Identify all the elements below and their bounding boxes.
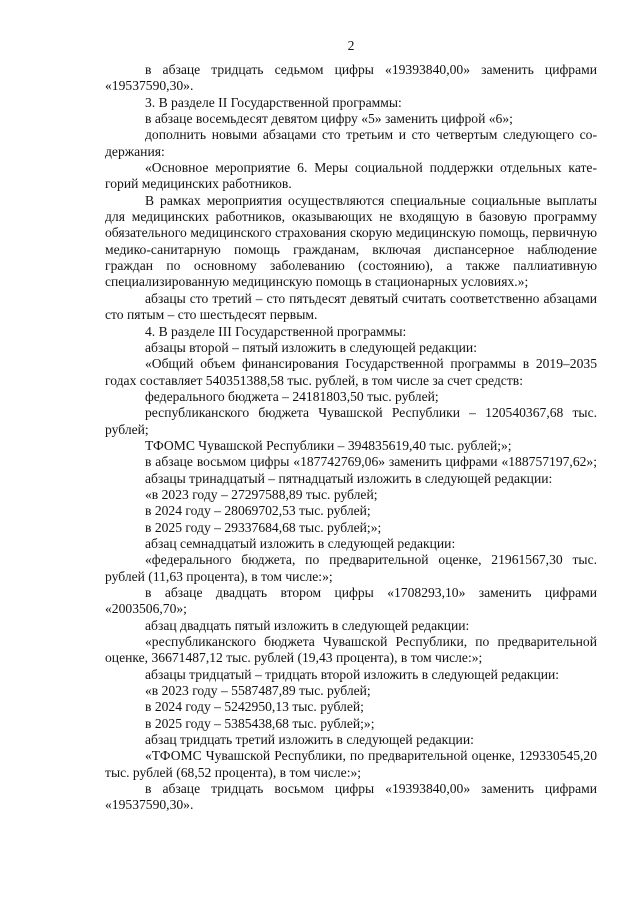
paragraph: «федерального бюджета, по предварительной оценке, 21961567,30 тыс. рублей (11,63 процента), в том числе:»; bbox=[105, 552, 597, 584]
paragraph: «Основное мероприятие 6. Меры социальной поддержки отдельных категорий медицинских работников. bbox=[105, 160, 597, 192]
paragraph: абзацы тридцатый – тридцать второй изложить в следующей редакции: bbox=[145, 666, 560, 682]
paragraph: «ТФОМС Чувашской Республики, по предварительной оценке, 129330545,20 тыс. рублей (68,52 процента), в том числе:»; bbox=[105, 748, 597, 780]
paragraph: «в 2023 году – 27297588,89 тыс. рублей; bbox=[145, 486, 378, 502]
paragraph: в 2025 году – 5385438,68 тыс. рублей;»; bbox=[145, 715, 375, 731]
paragraph: абзац двадцать пятый изложить в следующей редакции: bbox=[145, 617, 470, 633]
paragraph: в 2025 году – 29337684,68 тыс. рублей;»; bbox=[145, 519, 382, 535]
paragraph: абзацы тринадцатый – пятнадцатый изложить в следующей редакции: bbox=[145, 470, 553, 486]
paragraph: «Общий объем финансирования Государственной программы в 2019–2035 годах составляет 540351388,58 тыс. рублей, в том числе за счет средств: bbox=[105, 356, 597, 388]
page-number: 2 bbox=[347, 38, 355, 53]
paragraph: «республиканского бюджета Чувашской Республики, по предварительной оценке, 36671487,12 тыс. рублей (19,43 процента), в том числе:»; bbox=[105, 634, 597, 666]
paragraph: в абзаце двадцать втором цифры «1708293,10» заменить цифрами «2003506,70»; bbox=[105, 585, 597, 617]
paragraph: абзац семнадцатый изложить в следующей редакции: bbox=[145, 535, 456, 551]
document-page bbox=[105, 38, 597, 814]
paragraph: ТФОМС Чувашской Республики – 394835619,40 тыс. рублей;»; bbox=[145, 437, 512, 453]
paragraph: абзац тридцать третий изложить в следующей редакции: bbox=[145, 732, 474, 748]
paragraph: 3. В разделе II Государственной программы: bbox=[145, 94, 402, 110]
paragraph: в абзаце тридцать восьмом цифры «19393840,00» заменить цифрами «19537590,30». bbox=[105, 781, 597, 813]
paragraph: «в 2023 году – 5587487,89 тыс. рублей; bbox=[145, 683, 371, 699]
paragraph: дополнить новыми абзацами сто третьим и сто четвертым следующего содержания: bbox=[105, 127, 597, 159]
paragraph: в 2024 году – 28069702,53 тыс. рублей; bbox=[145, 503, 371, 519]
paragraph: республиканского бюджета Чувашской Республики – 120540367,68 тыс. рублей; bbox=[105, 405, 597, 437]
paragraph: 4. В разделе III Государственной программы: bbox=[145, 323, 407, 339]
paragraph: в 2024 году – 5242950,13 тыс. рублей; bbox=[145, 699, 364, 715]
paragraph: федерального бюджета – 24181803,50 тыс. рублей; bbox=[145, 388, 439, 404]
paragraph: в абзаце восемьдесят девятом цифру «5» заменить цифрой «6»; bbox=[145, 111, 513, 127]
paragraph: абзацы второй – пятый изложить в следующей редакции: bbox=[145, 339, 477, 355]
paragraph: в абзаце тридцать седьмом цифры «19393840,00» заменить цифрами «19537590,30». bbox=[105, 62, 597, 94]
paragraph: В рамках мероприятия осуществляются специальные социальные выплаты для медицинских работников, оказывающих не входящую в базовую программу обязательного медицинского страхования скорую медицинскую помощь, первичную медико-санитарную помощь гражданам, включая диспансерное наблюдение граждан по основному заболеванию (состоянию), а также паллиативную специализированную медицинскую помощь в стационарных условиях.»; bbox=[105, 192, 597, 290]
paragraph: в абзаце восьмом цифры «187742769,06» заменить цифрами «188757197,62»; bbox=[145, 454, 597, 470]
paragraph: абзацы сто третий – сто пятьдесят девятый считать соответственно абзацами сто пятым – сто шестьдесят первым. bbox=[105, 290, 597, 323]
